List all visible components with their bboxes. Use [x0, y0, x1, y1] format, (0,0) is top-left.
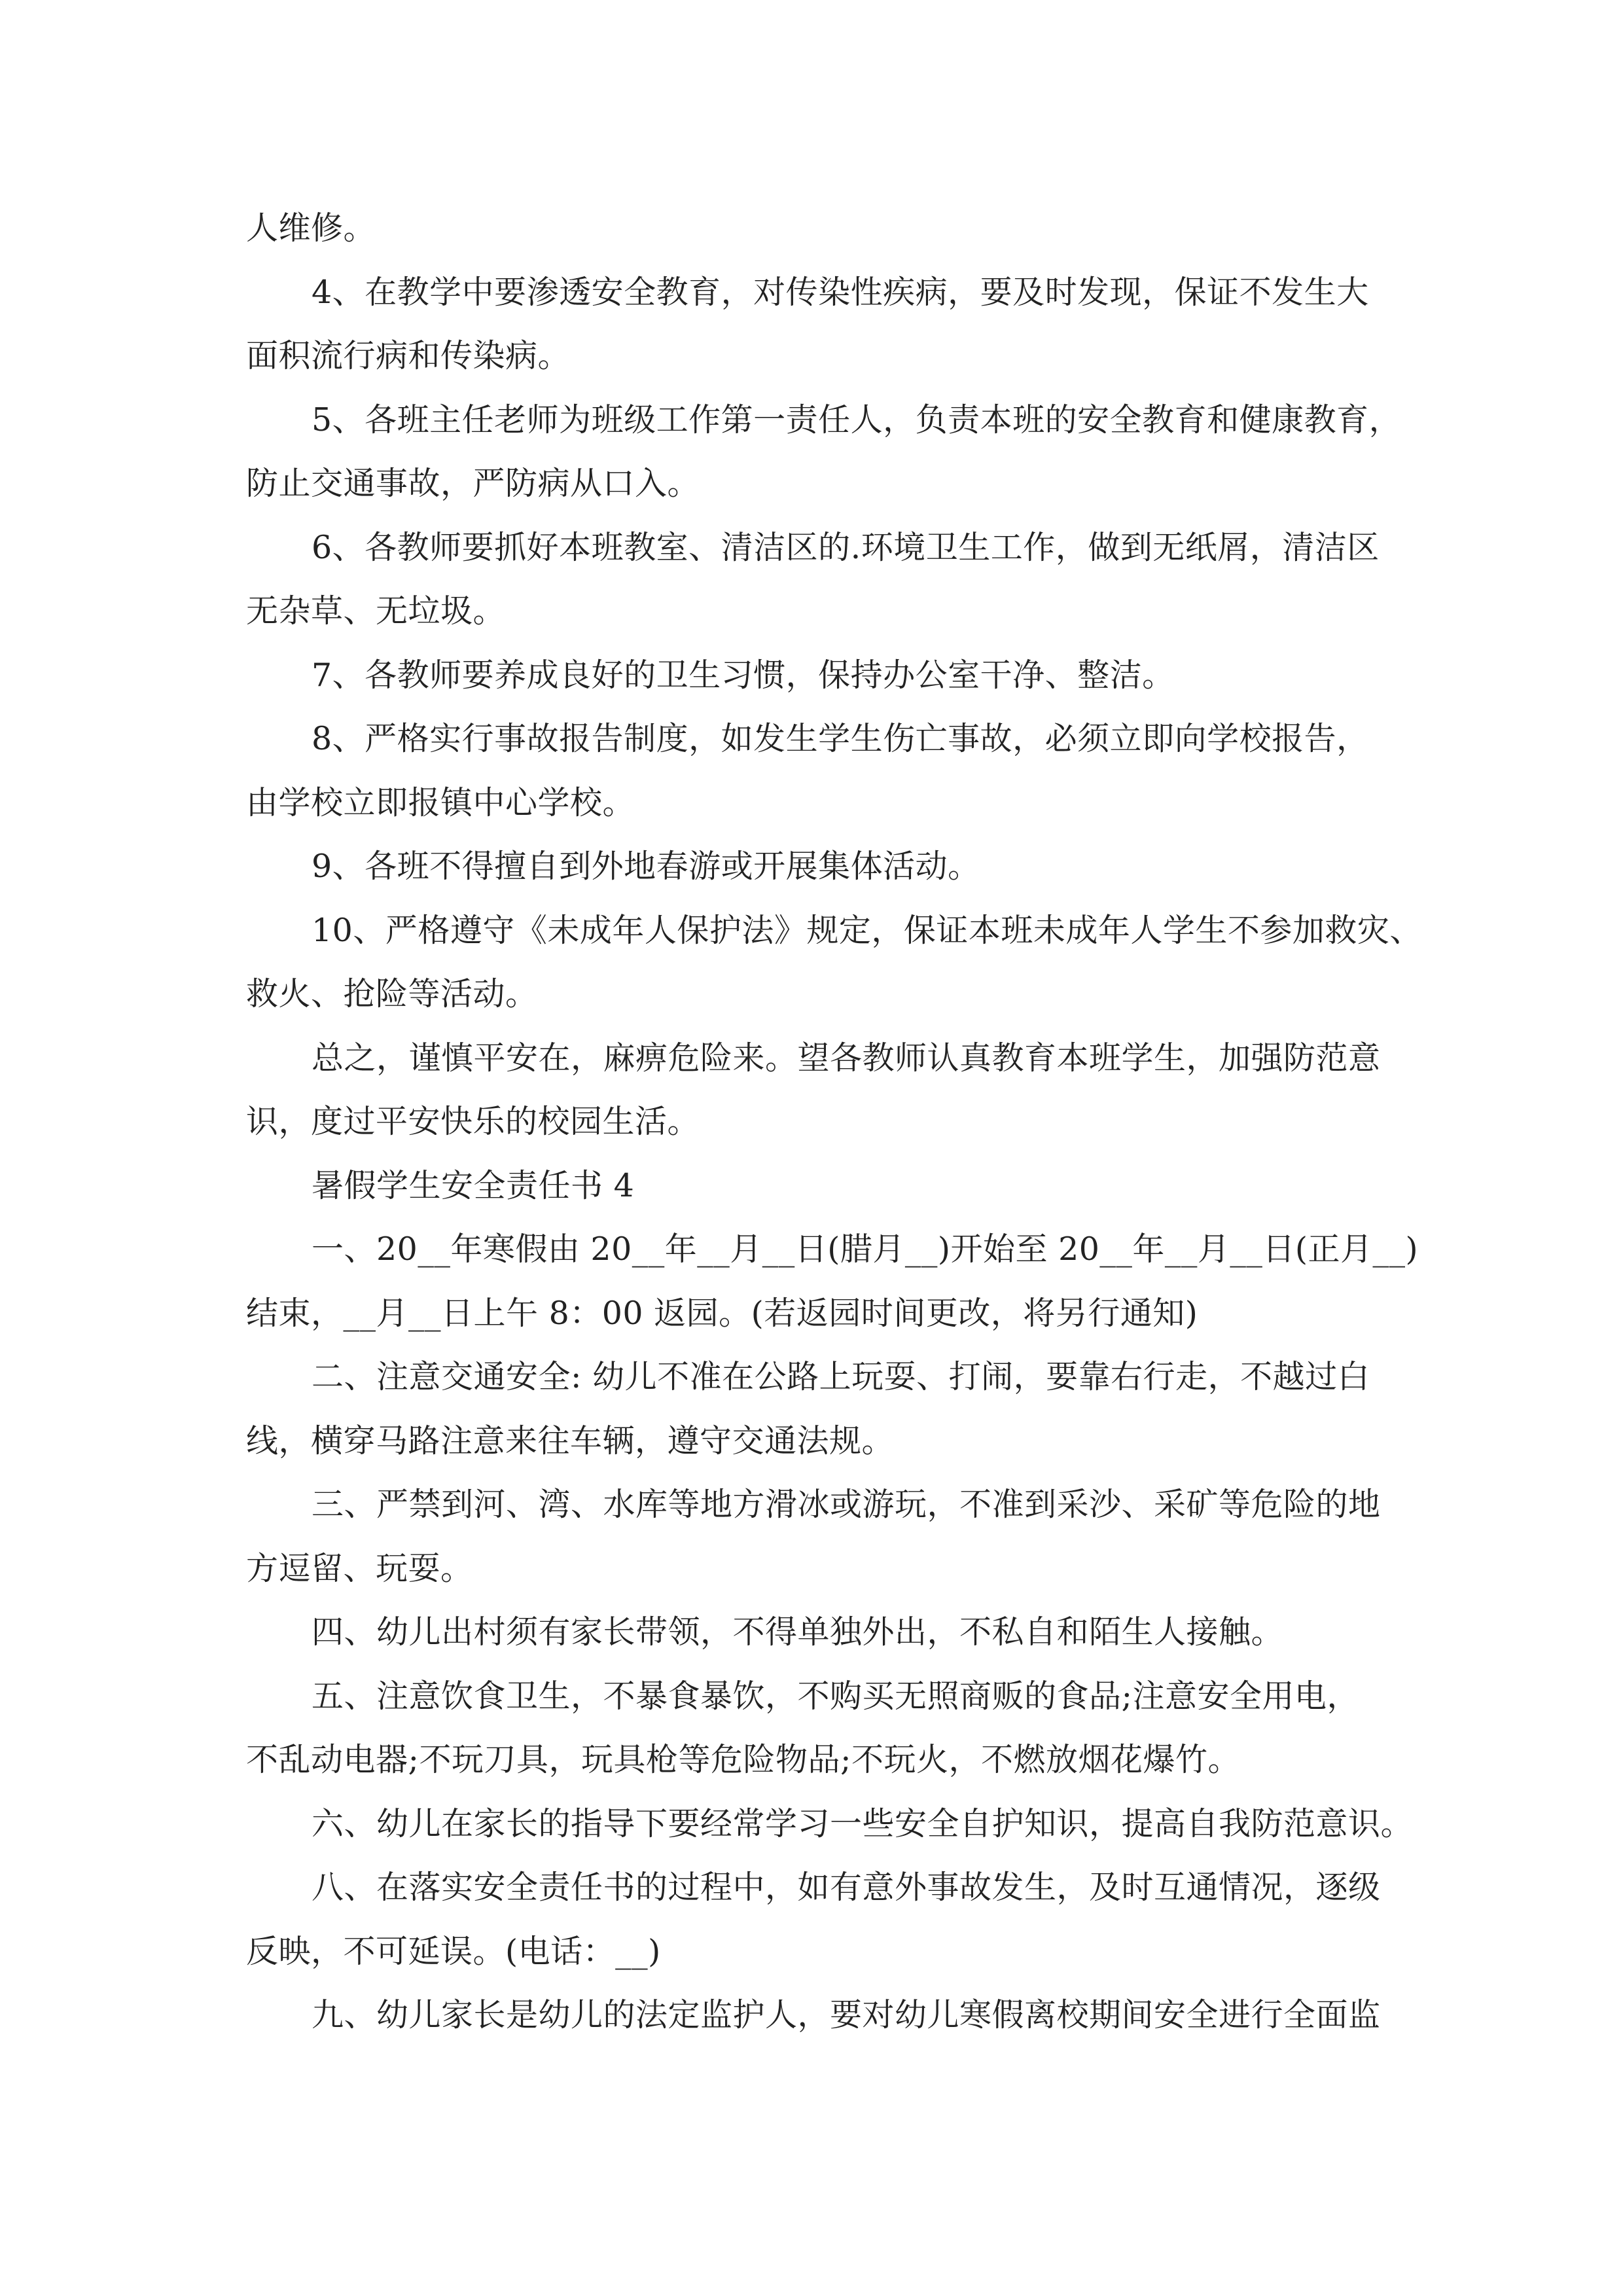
text-line: 方逗留、玩耍。 — [246, 1549, 473, 1587]
text-line: 结束，__月__日上午 8：00 返园。(若返园时间更改，将另行通知) — [246, 1294, 1198, 1332]
text-line: 10、严格遵守《未成年人保护法》规定，保证本班未成年人学生不参加救灾、 — [312, 911, 1422, 949]
text-line: 九、幼儿家长是幼儿的法定监护人，要对幼儿寒假离校期间安全进行全面监 — [312, 1996, 1381, 2034]
text-line: 六、幼儿在家长的指导下要经常学习一些安全自护知识，提高自我防范意识。 — [312, 1804, 1414, 1842]
text-line: 无杂草、无垃圾。 — [246, 592, 506, 630]
text-line: 9、各班不得擅自到外地春游或开展集体活动。 — [312, 848, 980, 885]
text-line: 三、严禁到河、湾、水库等地方滑冰或游玩，不准到采沙、采矿等危险的地 — [312, 1486, 1381, 1523]
text-line: 反映，不可延误。(电话：__) — [246, 1932, 661, 1970]
text-line: 救火、抢险等活动。 — [246, 975, 538, 1013]
text-line: 由学校立即报镇中心学校。 — [246, 783, 635, 821]
text-line: 6、各教师要抓好本班教室、清洁区的.环境卫生工作，做到无纸屑，清洁区 — [312, 528, 1380, 566]
document-body — [246, 196, 1422, 2047]
text-line: 4、在教学中要渗透安全教育，对传染性疾病，要及时发现，保证不发生大 — [312, 273, 1369, 311]
text-line: 五、注意饮食卫生，不暴食暴饮，不购买无照商贩的食品;注意安全用电， — [312, 1677, 1360, 1715]
text-line: 一、20__年寒假由 20__年__月__日(腊月__)开始至 20__年__月__日(正月__) — [312, 1230, 1419, 1268]
text-line: 防止交通事故，严防病从口入。 — [246, 465, 700, 502]
text-line: 人维修。 — [246, 209, 376, 247]
text-line: 总之，谨慎平安在，麻痹危险来。望各教师认真教育本班学生，加强防范意 — [312, 1039, 1381, 1077]
text-line: 四、幼儿出村须有家长带领，不得单独外出，不私自和陌生人接触。 — [312, 1613, 1284, 1651]
text-line: 二、注意交通安全: 幼儿不准在公路上玩耍、打闹，要靠右行走，不越过白 — [312, 1358, 1370, 1395]
section-heading: 暑假学生安全责任书 4 — [312, 1166, 635, 1204]
text-line: 5、各班主任老师为班级工作第一责任人，负责本班的安全教育和健康教育， — [312, 401, 1402, 439]
text-line: 识，度过平安快乐的校园生活。 — [246, 1103, 700, 1140]
text-line: 八、在落实安全责任书的过程中，如有意外事故发生，及时互通情况，逐级 — [312, 1869, 1381, 1906]
text-line: 8、严格实行事故报告制度，如发生学生伤亡事故，必须立即向学校报告， — [312, 720, 1369, 757]
text-line: 线，横穿马路注意来往车辆，遵守交通法规。 — [246, 1422, 895, 1460]
text-line: 面积流行病和传染病。 — [246, 337, 571, 374]
text-line: 7、各教师要养成良好的卫生习惯，保持办公室干净、整洁。 — [312, 656, 1175, 694]
text-line: 不乱动电器;不玩刀具，玩具枪等危险物品;不玩火，不燃放烟花爆竹。 — [246, 1741, 1241, 1778]
